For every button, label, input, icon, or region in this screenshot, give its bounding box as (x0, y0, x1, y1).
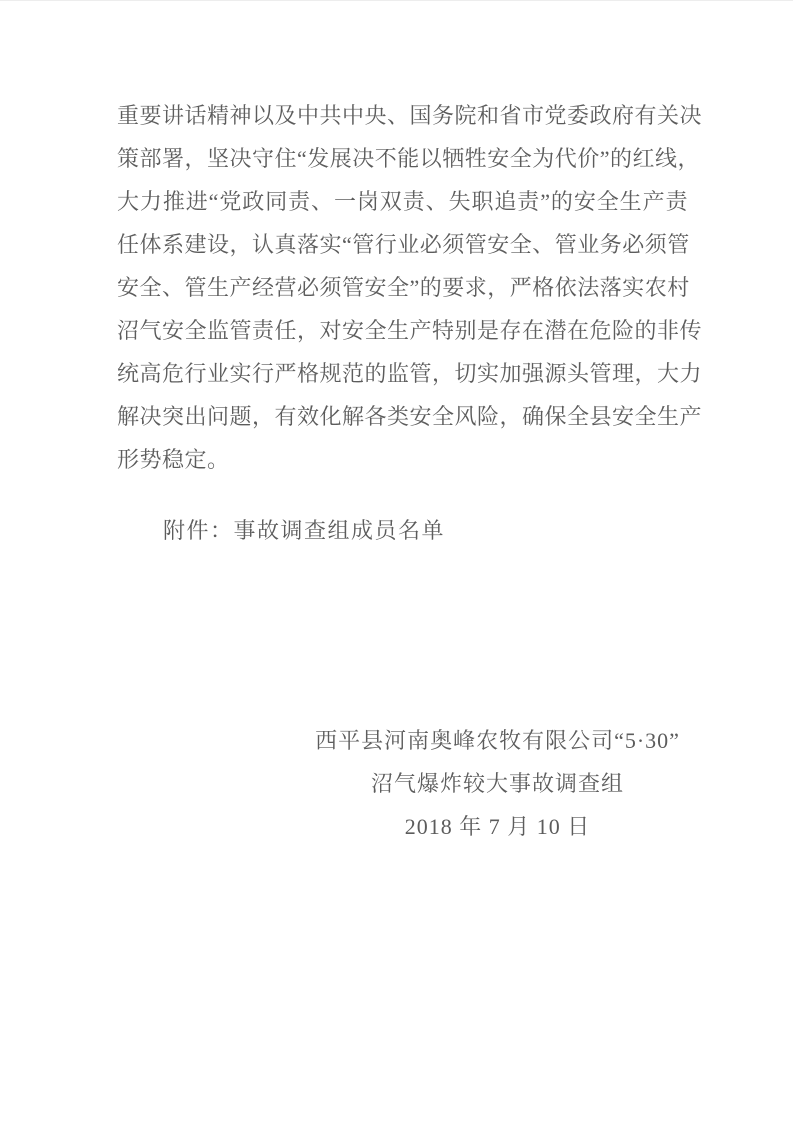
body-line: 解决突出问题，有效化解各类安全风险，确保全县安全生产 (117, 404, 703, 429)
attachment-note: 附件：事故调查组成员名单 (163, 518, 446, 543)
body-paragraph (117, 94, 703, 481)
body-line: 安全、管生产经营必须管安全”的要求，严格依法落实农村 (117, 275, 690, 300)
body-line: 形势稳定。 (117, 447, 230, 472)
body-line: 策部署，坚决守住“发展决不能以牺牲安全为代价”的红线， (117, 146, 701, 171)
signature-org-line-2: 沼气爆炸较大事故调查组 (370, 771, 624, 796)
signature-block (305, 719, 690, 848)
body-line: 统高危行业实行严格规范的监管，切实加强源头管理，大力 (117, 361, 703, 386)
body-line: 重要讲话精神以及中共中央、国务院和省市党委政府有关决 (117, 103, 703, 128)
signature-date: 2018 年 7 月 10 日 (404, 814, 591, 839)
body-line: 沼气安全监管责任，对安全生产特别是存在潜在危险的非传 (117, 318, 703, 343)
body-line: 任体系建设，认真落实“管行业必须管安全、管业务必须管 (117, 232, 690, 257)
body-line: 大力推进“党政同责、一岗双责、失职追责”的安全生产责 (117, 189, 688, 214)
signature-org-line-1: 西平县河南奥峰农牧有限公司“5·30” (315, 728, 680, 753)
